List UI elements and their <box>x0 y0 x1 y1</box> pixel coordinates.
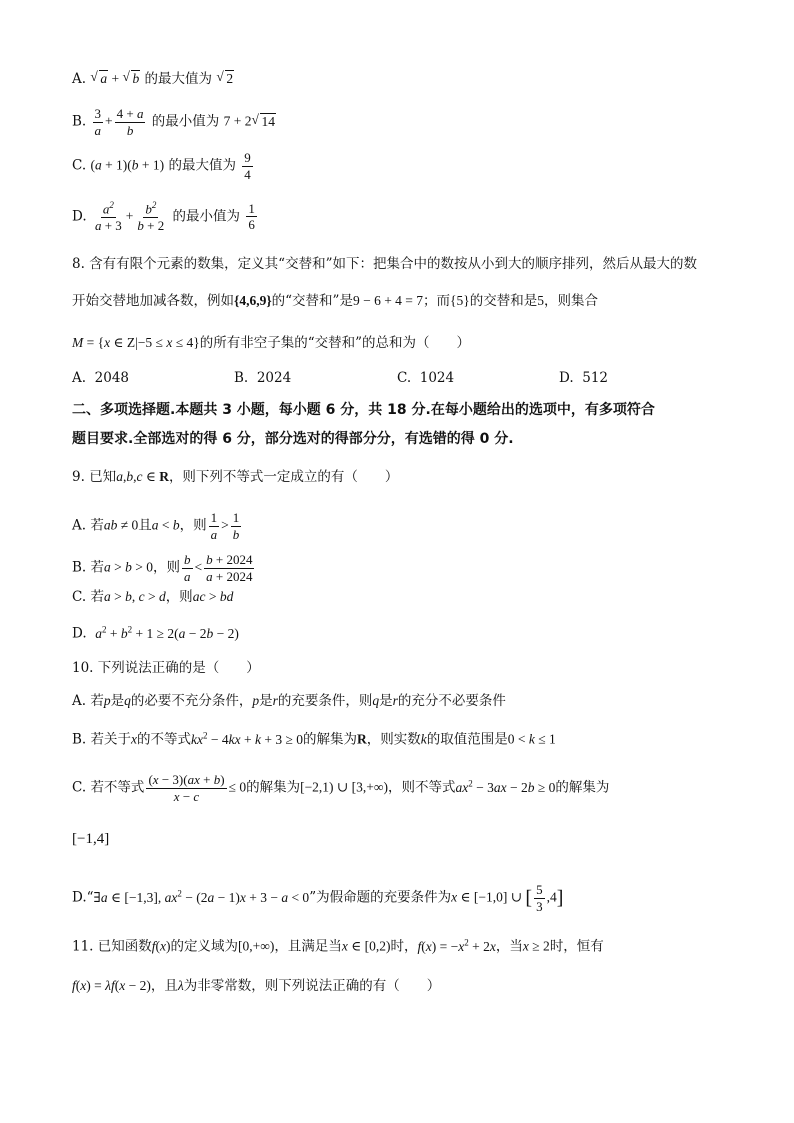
q8-line1: 8. 含有有限个元素的数集，定义其“交替和”如下：把集合中的数按从小到大的顺序排列，然后从最大的数 <box>72 256 697 272</box>
q8-option-d: D. 512 <box>559 370 609 386</box>
q10-option-a: A. 若p是q的必要不充分条件，p是r的充要条件，则q是r的充分不必要条件 <box>72 693 506 709</box>
q7-option-a: A. √ a + √ b 的最大值为 √ 2 <box>72 72 234 87</box>
section2-heading-line2: 题目要求.全部选对的得 6 分，部分选对的得部分分，有选错的得 0 分. <box>72 431 514 447</box>
q8-option-c: C. 1024 <box>397 370 455 386</box>
q10-option-c: C. 若不等式 $\frac{(x - 3)(ax + b)}{x - c}$ ≤ 0的解集为[−2,1) ∪ [3,+∞)，则不等式$ax^2 - 3ax - 2b \ge 0$的解集为 <box>72 772 610 804</box>
q11-line1: 11. 已知函数f(x)的定义域为[0,+∞)，且满足当x ∈ [0,2)时，$f(x) = -x^2 + 2x$，当x ≥ 2时，恒有 <box>72 937 604 955</box>
q9-stem: 9. 已知a,b,c ∈ R，则下列不等式一定成立的有（ ） <box>72 469 399 485</box>
q7-option-c: C. (a + 1)(b + 1) 的最大值为 $\frac{9}{4}$ <box>72 150 251 182</box>
q8-line2: 开始交替地加减各数，例如{4,6,9}的“交替和”是9 − 6 + 4 = 7；而{5}的交替和是5，则集合 <box>72 293 599 309</box>
q7-option-d: D. $\frac{a^2}{a + 3}$ + $\frac{b^2}{b + 2}$ 的最小值为 $\frac{1}{6}$ <box>72 200 255 233</box>
q9-option-b: B. 若a > b > 0，则 $\frac{b}{a}$ < $\frac{b + 2024}{a + 2024}$ <box>72 552 253 584</box>
q9-option-c: C. 若a > b, c > d，则ac > bd <box>72 589 234 605</box>
q8-option-b: B. 2024 <box>234 370 292 386</box>
q10-option-d: D.“∃a ∈ [−1,3], $ax^2 - (2a - 1)x + 3 - a < 0$”为假命题的充要条件为x ∈ [−1,0] ∪ [ $\frac{5}{3}$ ,4] <box>72 882 564 914</box>
q9-option-a: A. 若ab ≠ 0且a < b，则 $\frac{1}{a}$ > $\frac{1}{b}$ <box>72 510 240 542</box>
q8-line3: M = {x ∈ Z|−5 ≤ x ≤ 4}的所有非空子集的“交替和”的总和为（ ） <box>72 335 471 351</box>
q8-option-a: A. 2048 <box>72 370 129 386</box>
q7-option-b: B. $\frac{3}{a}$ + $\frac{4 + a}{b}$ 的最小值为 7 + 2√ 14 <box>72 106 276 138</box>
q10-option-c-answer: [−1,4] <box>72 831 110 847</box>
q11-line2: f(x) = λf(x − 2)，且λ为非零常数，则下列说法正确的有（ ） <box>72 978 441 994</box>
section2-heading-line1: 二、多项选择题.本题共 3 小题，每小题 6 分，共 18 分.在每小题给出的选项中，有多项符合 <box>72 402 655 418</box>
q9-option-d: D. $a^2 + b^2 + 1 \ge 2(a - 2b - 2)$ <box>72 624 239 642</box>
q10-option-b: B. 若关于x的不等式$kx^2 - 4kx + k + 3 \ge 0$的解集为R，则实数k的取值范围是0 < k ≤ 1 <box>72 730 556 748</box>
q10-stem: 10. 下列说法正确的是（ ） <box>72 660 260 676</box>
